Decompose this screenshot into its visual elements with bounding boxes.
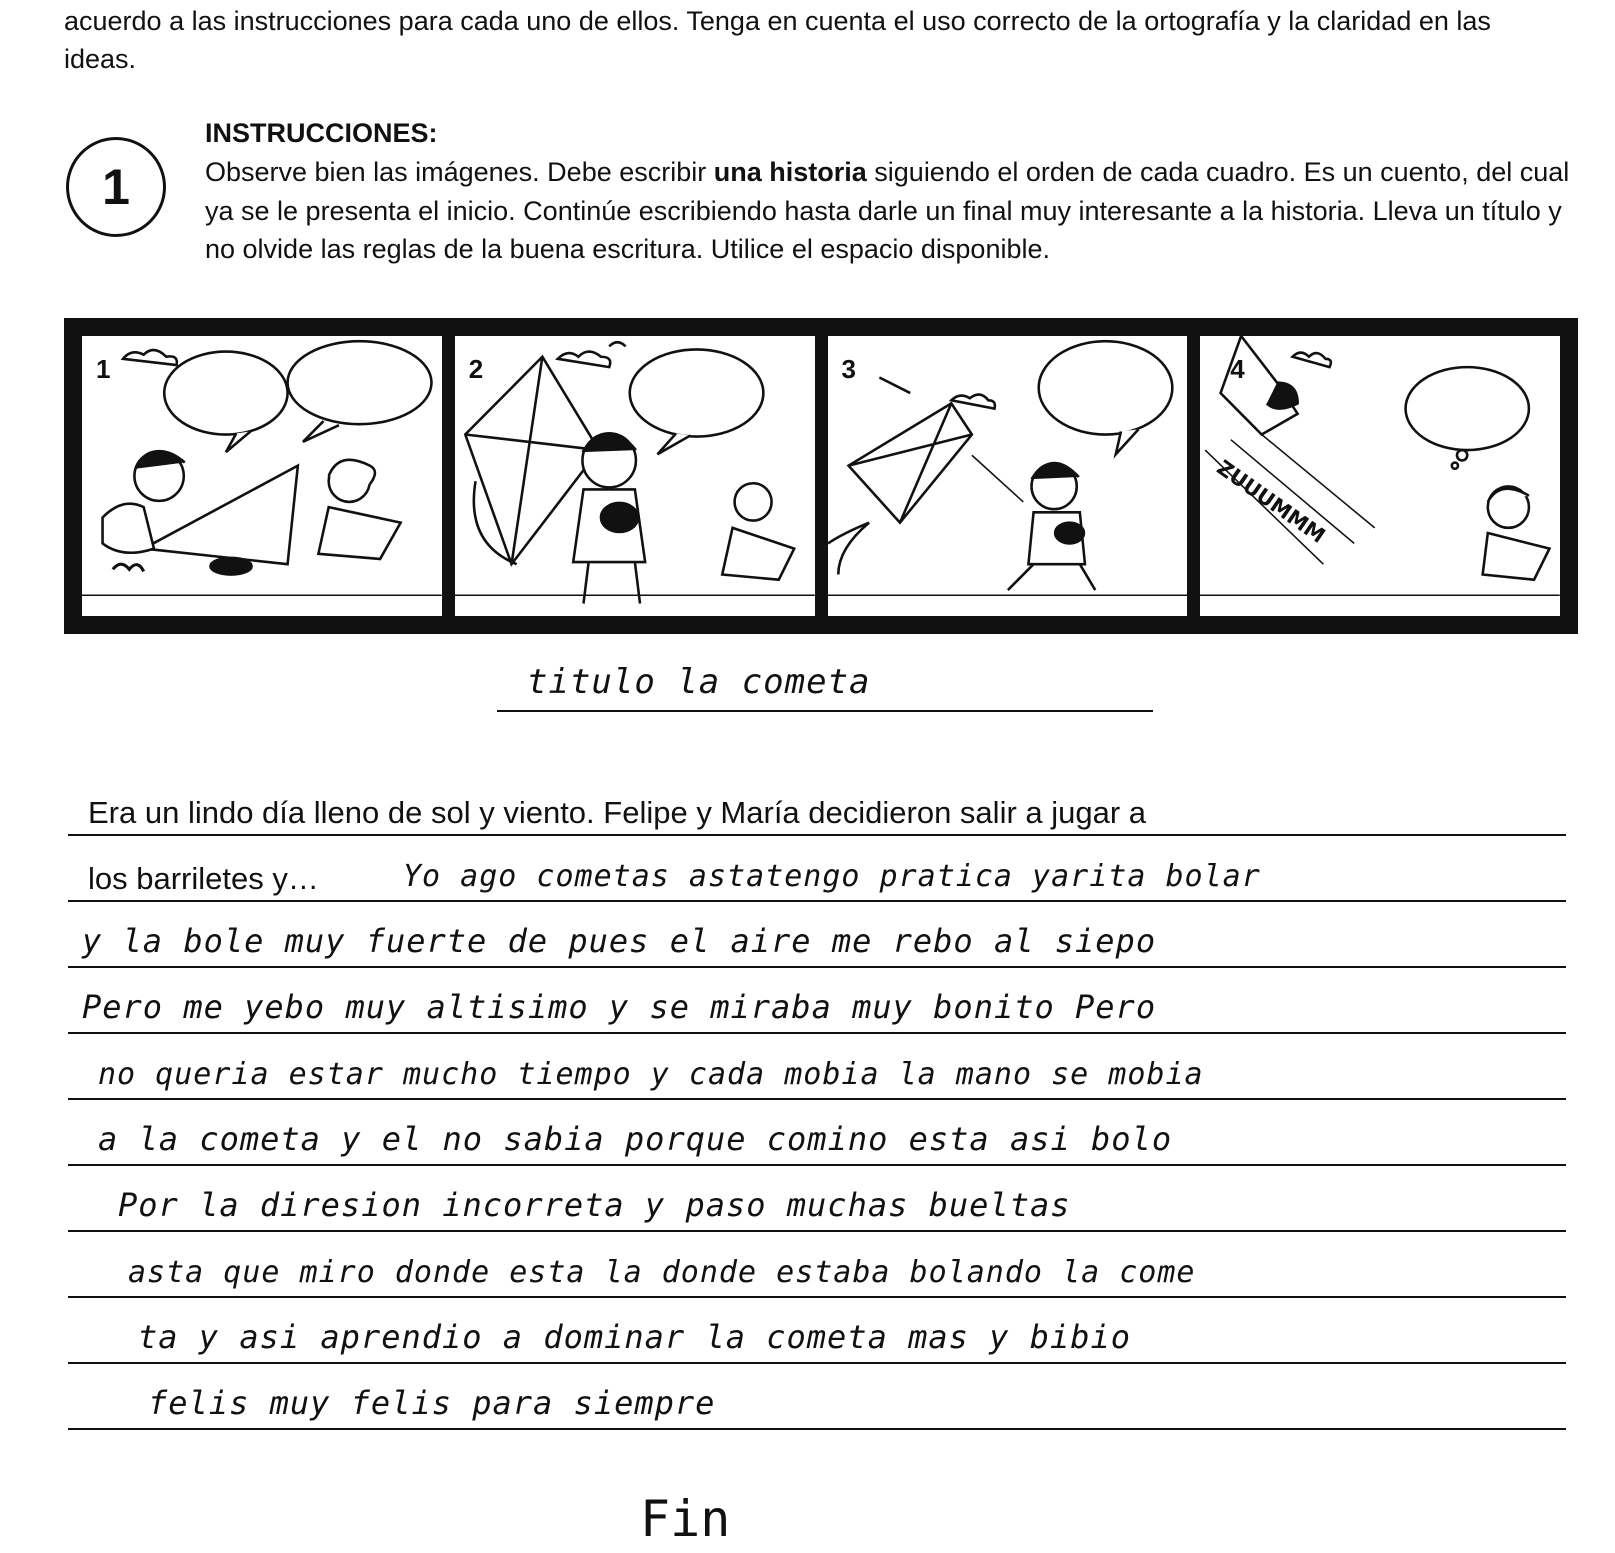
story-line-9[interactable]	[68, 1298, 1566, 1364]
intro-text: acuerdo a las instrucciones para cada uno de ellos. Tenga en cuenta el uso correcto de la ortografía y la claridad en las ideas.	[64, 6, 1491, 74]
panel-number-1: 1	[96, 354, 111, 384]
story-line-3[interactable]	[68, 902, 1566, 968]
instructions-text-b: siguiendo el orden de cada cuadro. Es un cuento, del cual ya se le presenta el inicio. Continúe escribiendo hasta darle un final muy interesante a la historia. Lleva un título y no olvide las reglas de la buena escritura. Utilice el espacio disponible.	[205, 157, 1570, 264]
story-line-10[interactable]	[68, 1364, 1566, 1430]
story-line-4[interactable]	[68, 968, 1566, 1034]
handwritten-title: titulo la cometa	[527, 662, 871, 702]
comic-strip	[64, 318, 1578, 634]
comic-panel-1	[82, 336, 442, 616]
story-line-1[interactable]	[68, 770, 1566, 836]
instructions-heading: INSTRUCCIONES:	[205, 118, 438, 148]
panel-3-drawing	[828, 336, 1188, 616]
title-answer-line[interactable]	[497, 658, 1153, 712]
handwritten-line-4: no queria estar mucho tiempo y cada mobia la mano se mobia	[98, 1057, 1204, 1092]
story-ending: Fin	[640, 1490, 731, 1548]
handwritten-line-9: felis muy felis para siempre	[148, 1384, 716, 1422]
story-line-2[interactable]	[68, 836, 1566, 902]
panel-number-2: 2	[468, 354, 484, 384]
panel-1-drawing	[82, 336, 442, 616]
story-printed-continuation: los barriletes y…	[88, 861, 319, 896]
handwritten-line-5: a la cometa y el no sabia porque comino esta asi bolo	[98, 1120, 1173, 1158]
panel-number-3: 3	[841, 354, 856, 384]
comic-panel-3	[828, 336, 1188, 616]
exercise-number: 1	[66, 137, 166, 237]
handwritten-line-6: Por la diresion incorreta y paso muchas bueltas	[118, 1186, 1071, 1224]
handwritten-line-7: asta que miro donde esta la donde estaba bolando la come	[128, 1255, 1196, 1290]
comic-panel-4	[1200, 336, 1560, 616]
story-line-7[interactable]	[68, 1166, 1566, 1232]
handwritten-line-3: Pero me yebo muy altisimo y se miraba muy bonito Pero	[82, 988, 1157, 1026]
instructions-bold: una historia	[713, 157, 867, 187]
story-printed-start: Era un lindo día lleno de sol y viento. Felipe y María decidieron salir a jugar a	[88, 795, 1147, 830]
handwritten-line-8: ta y asi aprendio a dominar la cometa mas y bibio	[138, 1318, 1132, 1356]
instructions-text-a: Observe bien las imágenes. Debe escribir	[205, 157, 714, 187]
panel-4-drawing	[1200, 336, 1560, 616]
story-line-8[interactable]	[68, 1232, 1566, 1298]
story-line-5[interactable]	[68, 1034, 1566, 1100]
story-line-6[interactable]	[68, 1100, 1566, 1166]
comic-panel-2	[455, 336, 815, 616]
sound-effect-text: ZUUUMMM	[1212, 455, 1330, 548]
handwritten-line-1: Yo ago cometas astatengo pratica yarita bolar	[403, 859, 1261, 894]
handwritten-line-2: y la bole muy fuerte de pues el aire me rebo al siepo	[82, 922, 1157, 960]
instructions-body	[205, 153, 1575, 269]
panel-2-drawing	[455, 336, 815, 616]
panel-number-4: 4	[1230, 354, 1245, 384]
